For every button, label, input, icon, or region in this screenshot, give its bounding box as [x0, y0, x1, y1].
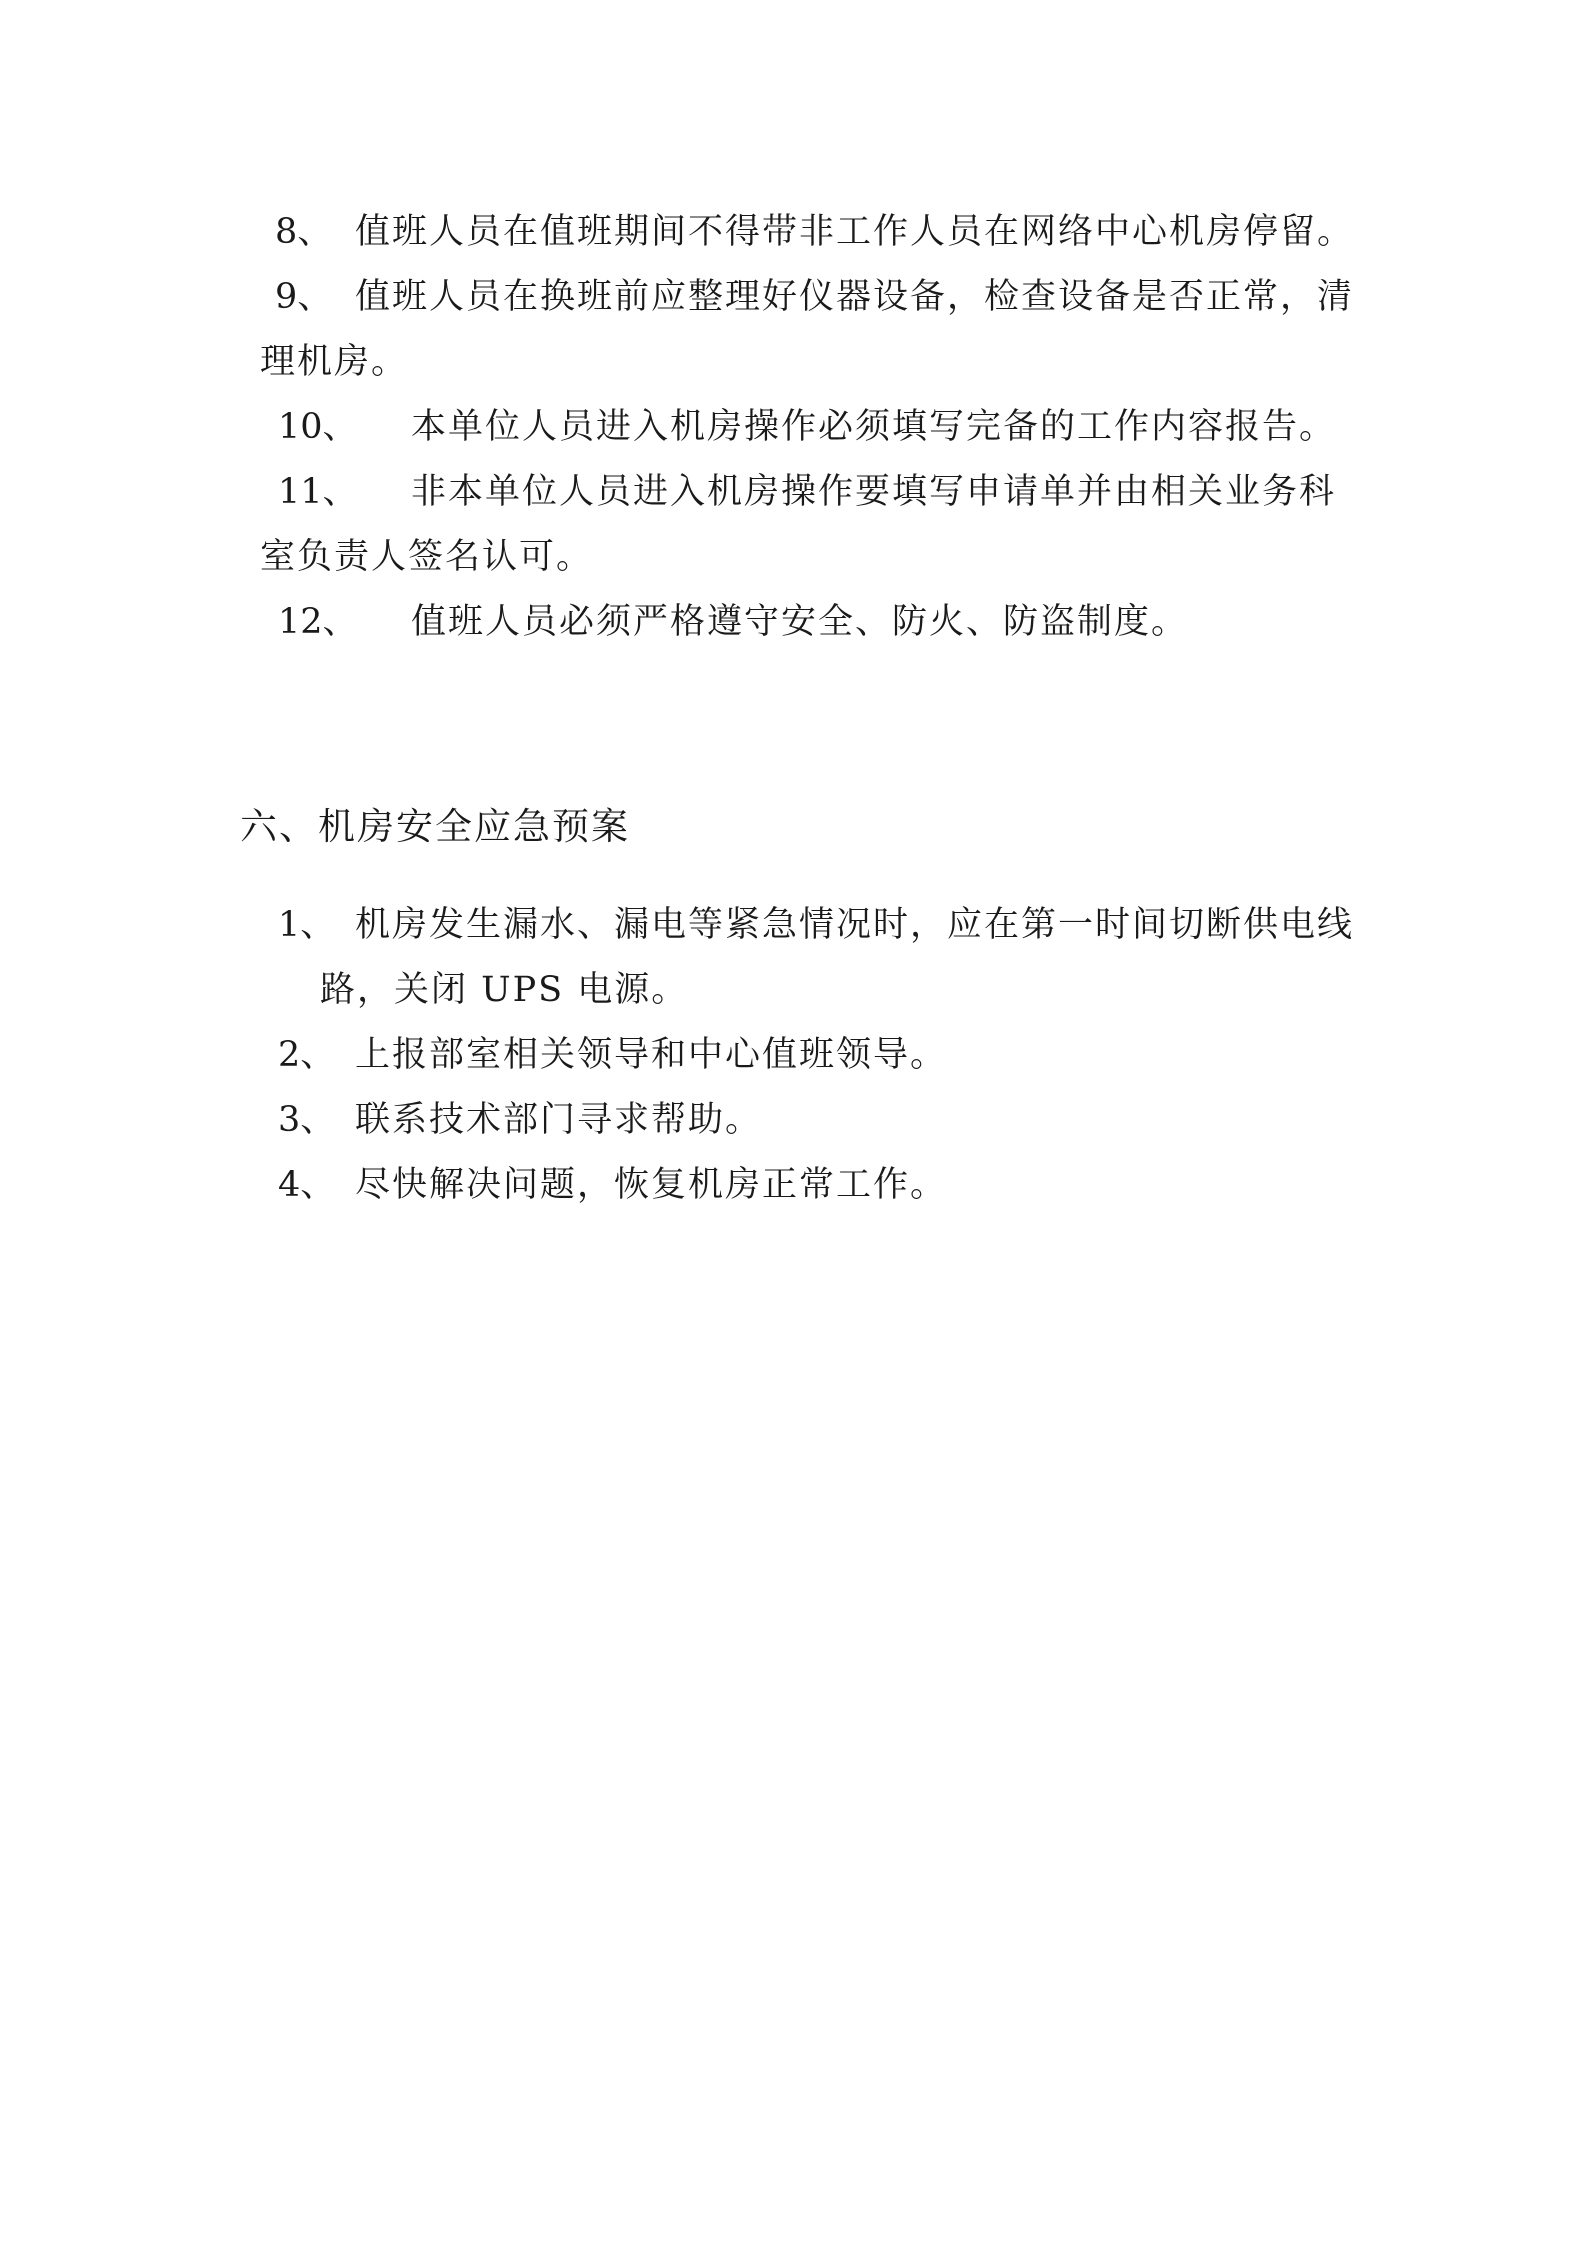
list-item-number: 10、: [278, 407, 358, 447]
list-item-number: 1、: [278, 905, 336, 945]
list-item-text-continued: 路，关闭 UPS 电源。: [320, 970, 689, 1010]
list-item-text: 尽快解决问题，恢复机房正常工作。: [355, 1165, 948, 1205]
list-item-text: 上报部室相关领导和中心值班领导。: [355, 1035, 948, 1075]
list-item-text-continued: 理机房。: [260, 342, 409, 382]
list-item-text: 非本单位人员进入机房操作要填写申请单并由相关业务科: [411, 472, 1337, 512]
list-item-text: 机房发生漏水、漏电等紧急情况时，应在第一时间切断供电线: [355, 905, 1355, 945]
list-item-number: 2、: [278, 1035, 336, 1075]
list-item-text: 值班人员在值班期间不得带非工作人员在网络中心机房停留。: [355, 212, 1355, 252]
list-item-number: 12、: [278, 602, 358, 642]
list-item-text: 联系技术部门寻求帮助。: [355, 1100, 763, 1140]
list-item-number: 9、: [275, 277, 333, 317]
list-item-number: 11、: [278, 472, 358, 512]
list-item-text: 值班人员必须严格遵守安全、防火、防盗制度。: [411, 602, 1189, 642]
list-item-number: 8、: [275, 212, 333, 252]
list-item-text: 本单位人员进入机房操作必须填写完备的工作内容报告。: [411, 407, 1337, 447]
section-heading: 六、机房安全应急预案: [240, 805, 630, 848]
list-item-number: 4、: [278, 1165, 336, 1205]
list-item-text: 值班人员在换班前应整理好仪器设备，检查设备是否正常，清: [355, 277, 1355, 317]
list-item-text-continued: 室负责人签名认可。: [260, 537, 594, 577]
list-item-number: 3、: [278, 1100, 336, 1140]
